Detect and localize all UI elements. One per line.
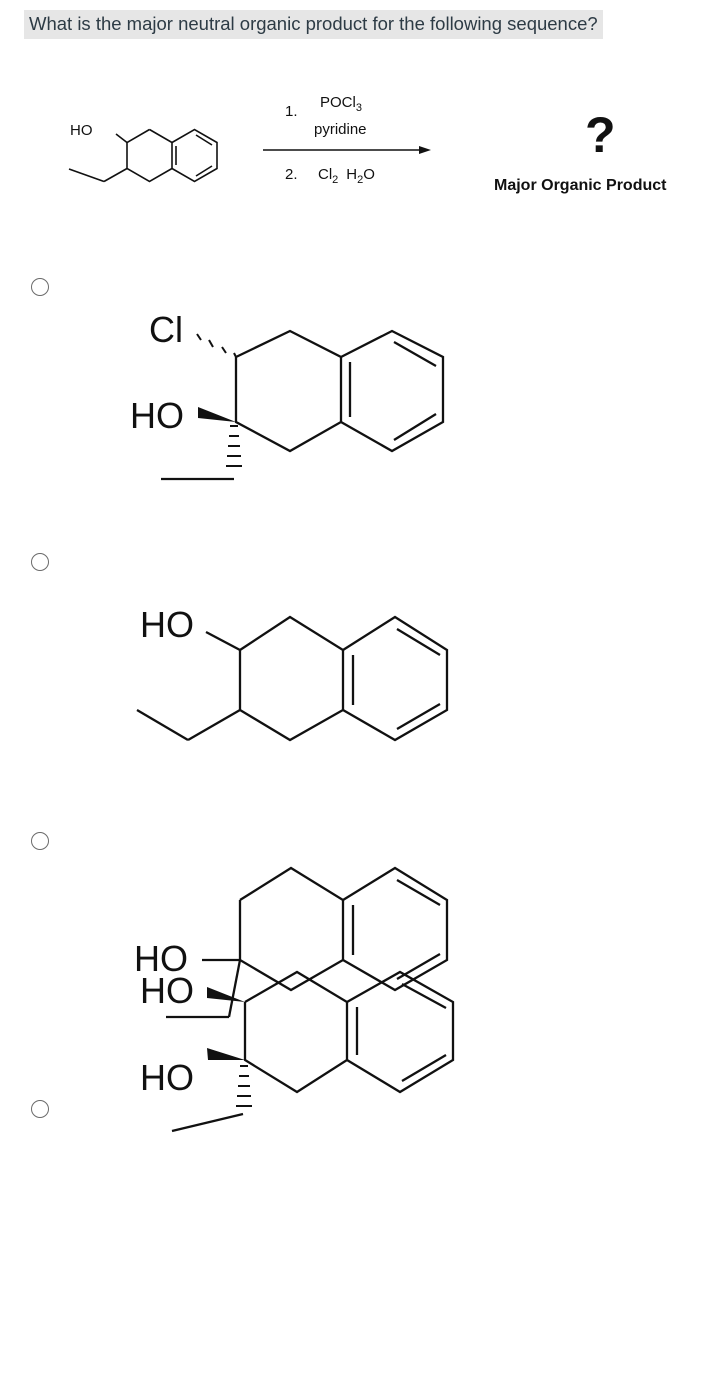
step1-solvent: pyridine bbox=[314, 121, 367, 138]
option-4-label-ho-top: HO bbox=[140, 970, 194, 1011]
option-1-label-cl: Cl bbox=[149, 309, 183, 350]
option-3-label-ho: HO bbox=[134, 938, 188, 979]
question-text: What is the major neutral organic product for the following sequence? bbox=[24, 10, 603, 39]
option-2-label-ho: HO bbox=[140, 604, 194, 645]
option-1-label-ho: HO bbox=[130, 395, 184, 436]
step2-number: 2. bbox=[285, 166, 298, 183]
reactant-ho-label: HO bbox=[70, 122, 93, 139]
option-4-label-ho-bottom: HO bbox=[140, 1057, 194, 1098]
product-question-mark: ? bbox=[585, 107, 616, 163]
step1-number: 1. bbox=[285, 103, 298, 120]
step1-reagent: POCl$_3$ bbox=[320, 94, 362, 114]
step2-reagents: $Cl_2$ $H_2O$ bbox=[318, 166, 375, 186]
product-label: Major Organic Product bbox=[494, 177, 667, 194]
